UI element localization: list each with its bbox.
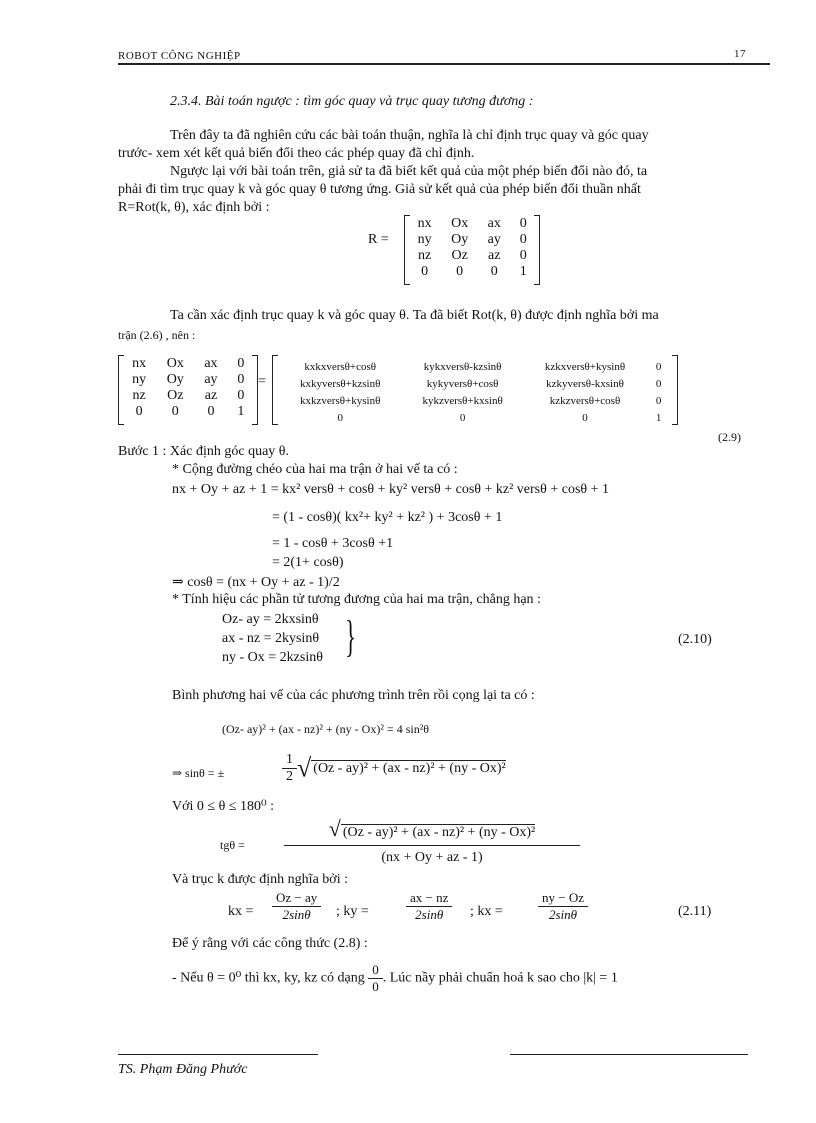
matrix-r-cell: nz <box>418 248 432 263</box>
matrix-right-cell: 0 <box>655 377 662 390</box>
trace-line3: = 1 - cosθ + 3cosθ +1 <box>272 536 394 551</box>
para3-line1: Ta cần xác định trục quay k và góc quay θ. Ta đã biết Rot(k, θ) được định nghĩa bởi ma <box>170 308 659 323</box>
matrix-r-cell: ny <box>417 232 432 247</box>
matrix-left-cell: 0 <box>171 404 179 419</box>
trace-line2: = (1 - cosθ)( kx²+ ky² + kz² ) + 3cosθ + 1 <box>272 510 503 525</box>
matrix-right-cell: kykxversθ-kzsinθ <box>423 360 502 373</box>
matrix-left-cell: ax <box>204 356 218 371</box>
matrix-right-cell: kzkzversθ+cosθ <box>549 394 621 407</box>
tg-num: (Oz - ay)² + (ax - nz)² + (ny - Ox)² <box>342 825 536 840</box>
matrix-r-cell: 0 <box>519 248 527 263</box>
para3-line2: trận (2.6) , nên : <box>118 328 196 342</box>
kz-frac <box>538 890 588 923</box>
matrix-right-cell: 0 <box>459 411 466 424</box>
matrix-left-cell: 1 <box>237 404 245 419</box>
matrix-left-cell: Oz <box>167 388 184 403</box>
matrix-r-cell: 1 <box>519 264 527 279</box>
axis-note: Và trục k được định nghĩa bởi : <box>172 872 348 887</box>
header-rule <box>118 63 770 65</box>
para2-line2: phải đi tìm trục quay k và góc quay θ tương ứng. Giả sử kết quả của phép biến đổi thuần nhất <box>118 182 641 197</box>
matrix-right-cell: kykyversθ+cosθ <box>426 377 499 390</box>
matrix-r-cell: az <box>488 248 501 263</box>
matrix-right-cell: 0 <box>337 411 343 424</box>
matrix-r-cell: Oy <box>451 232 469 247</box>
matrix-right <box>272 355 678 425</box>
sin-eq: ⇒ sinθ = ± <box>172 766 225 780</box>
square-note: Bình phương hai vế của các phương trình trên rồi cọng lại ta có : <box>172 688 535 703</box>
running-header: ROBOT CÔNG NGHIỆP <box>118 50 241 62</box>
para1-line1: Trên đây ta đã nghiên cứu các bài toán thuận, nghĩa là chỉ định trục quay và góc quay <box>170 128 649 143</box>
page-number: 17 <box>734 48 746 60</box>
last-frac-num: 0 <box>368 962 383 979</box>
matrix-right-cell: kzkxversθ+kysinθ <box>544 360 626 373</box>
matrix-left-cell: ay <box>204 372 218 387</box>
ky-num: ax − nz <box>406 890 452 907</box>
sin-frac-den: 2 <box>286 769 293 784</box>
matrix-r-cell: ay <box>487 232 501 247</box>
ky-label: ; ky = <box>336 904 369 919</box>
tg-fraction: √ (Oz - ay)² + (ax - nz)² + (ny - Ox)² (nx + Oy + az - 1) <box>284 816 580 866</box>
matrix-right-cell: kxkyversθ+kzsinθ <box>300 377 381 390</box>
matrix-r-cell: nx <box>417 216 432 231</box>
matrix-left-cell: az <box>204 388 218 403</box>
matrix-right-cell: kxkzversθ+kysinθ <box>300 394 381 407</box>
equals-sign: = <box>258 374 266 389</box>
eq-2-11: (2.11) <box>678 904 712 919</box>
matrix-r-cell: 0 <box>490 264 498 279</box>
diff-eq-1: Oz- ay = 2kxsinθ <box>222 612 319 627</box>
diff-eq-2: ax - nz = 2kysinθ <box>222 631 320 646</box>
last-frac-den: 0 <box>372 979 379 994</box>
last-line-a: - Nếu θ = 0⁰ thì kx, ky, kz có dạng <box>172 970 365 986</box>
section-title: 2.3.4. Bài toán ngược : tìm góc quay và trục quay tương đương : <box>170 94 534 109</box>
matrix-left-cell: 0 <box>237 372 245 387</box>
matrix-left-cell: 0 <box>237 356 245 371</box>
kx-frac <box>272 890 321 923</box>
eq-2-9: (2.9) <box>718 430 741 444</box>
ky-frac <box>406 890 452 923</box>
matrix-right-cell: 0 <box>655 394 662 407</box>
matrix-r-cell: Oz <box>451 248 468 263</box>
matrix-left-cell: Ox <box>166 356 184 371</box>
matrix-right-cell: kykzversθ+kxsinθ <box>422 394 503 407</box>
diff-eq-3: ny - Ox = 2kzsinθ <box>222 650 323 665</box>
matrix-r-cell: 0 <box>519 216 527 231</box>
kz-label: ; kx = <box>470 904 503 919</box>
kx-label: kx = <box>228 904 254 919</box>
right-brace: } <box>345 612 356 661</box>
step1-note: * Cộng đường chéo của hai ma trận ở hai vế ta có : <box>172 462 458 477</box>
kz-den: 2sinθ <box>548 907 578 922</box>
matrix-r-cell: ax <box>487 216 501 231</box>
para1-line2: trước- xem xét kết quả biến đổi theo các phép quay đã chỉ định. <box>118 146 475 161</box>
kx-num: Oz − ay <box>272 890 321 907</box>
sin-root: (Oz - ay)² + (ax - nz)² + (ny - Ox)² <box>313 760 506 776</box>
matrix-left-cell: 0 <box>135 404 143 419</box>
trace-line1: nx + Oy + az + 1 = kx² versθ + cosθ + ky² versθ + cosθ + kz² versθ + cosθ + 1 <box>172 482 609 497</box>
para2-line1: Ngược lại với bài toán trên, giả sử ta đã biết kết quả của một phép biến đổi nào đó, ta <box>170 164 648 179</box>
footer-author: TS. Phạm Đăng Phước <box>118 1062 248 1077</box>
matrix-right-cell: kxkxversθ+cosθ <box>304 360 377 373</box>
matrix-r-cell: Ox <box>451 216 469 231</box>
r-label: R = <box>368 232 389 247</box>
matrix-left-cell: ny <box>132 372 147 387</box>
diff-note: * Tính hiệu các phần tử tương đương của hai ma trận, chẳng hạn : <box>172 592 541 607</box>
footer-rule-right <box>510 1054 748 1055</box>
with-range: Với 0 ≤ θ ≤ 180⁰ : <box>172 799 274 814</box>
kx-den: 2sinθ <box>282 907 311 922</box>
sin-frac-num: 1 <box>282 752 297 769</box>
matrix-right-cell: 0 <box>655 360 662 373</box>
matrix-left-cell: 0 <box>207 404 215 419</box>
last-line-b: . Lúc nầy phải chuẩn hoá k sao cho |k| = 1 <box>382 970 618 986</box>
trace-line5: ⇒ cosθ = (nx + Oy + az - 1)/2 <box>172 575 340 590</box>
note-2-8: Để ý rằng với các công thức (2.8) : <box>172 936 368 951</box>
ky-den: 2sinθ <box>415 907 444 922</box>
tg-den: (nx + Oy + az - 1) <box>381 850 483 865</box>
matrix-right-cell: 1 <box>655 411 662 424</box>
matrix-left-cell: Oy <box>166 372 184 387</box>
eq-2-10: (2.10) <box>678 632 712 647</box>
matrix-left-cell: nx <box>132 356 147 371</box>
matrix-left <box>118 355 258 425</box>
matrix-right-cell: kzkyversθ-kxsinθ <box>546 377 624 390</box>
kz-num: ny − Oz <box>538 890 588 907</box>
trace-line4: = 2(1+ cosθ) <box>272 555 344 570</box>
last-line <box>172 962 618 995</box>
tg-label: tgθ = <box>220 838 245 852</box>
sin-frac: $\frac{1}{2}$ √ (Oz - ay)² + (ax - nz)² + (ny - Ox)² <box>282 752 506 785</box>
matrix-r-cell: 0 <box>456 264 464 279</box>
step1-title: Bước 1 : Xác định góc quay θ. <box>118 444 289 459</box>
matrix-right-cell: 0 <box>582 411 588 424</box>
para2-line3: R=Rot(k, θ), xác định bởi : <box>118 200 270 215</box>
square-eq: (Oz- ay)² + (ax - nz)² + (ny - Ox)² = 4 sin²θ <box>222 722 430 736</box>
footer-rule-left <box>118 1054 318 1055</box>
matrix-r <box>404 215 540 285</box>
matrix-left-cell: 0 <box>237 388 245 403</box>
matrix-r-cell: 0 <box>421 264 429 279</box>
matrix-left-cell: nz <box>132 388 146 403</box>
matrix-r-cell: 0 <box>519 232 527 247</box>
